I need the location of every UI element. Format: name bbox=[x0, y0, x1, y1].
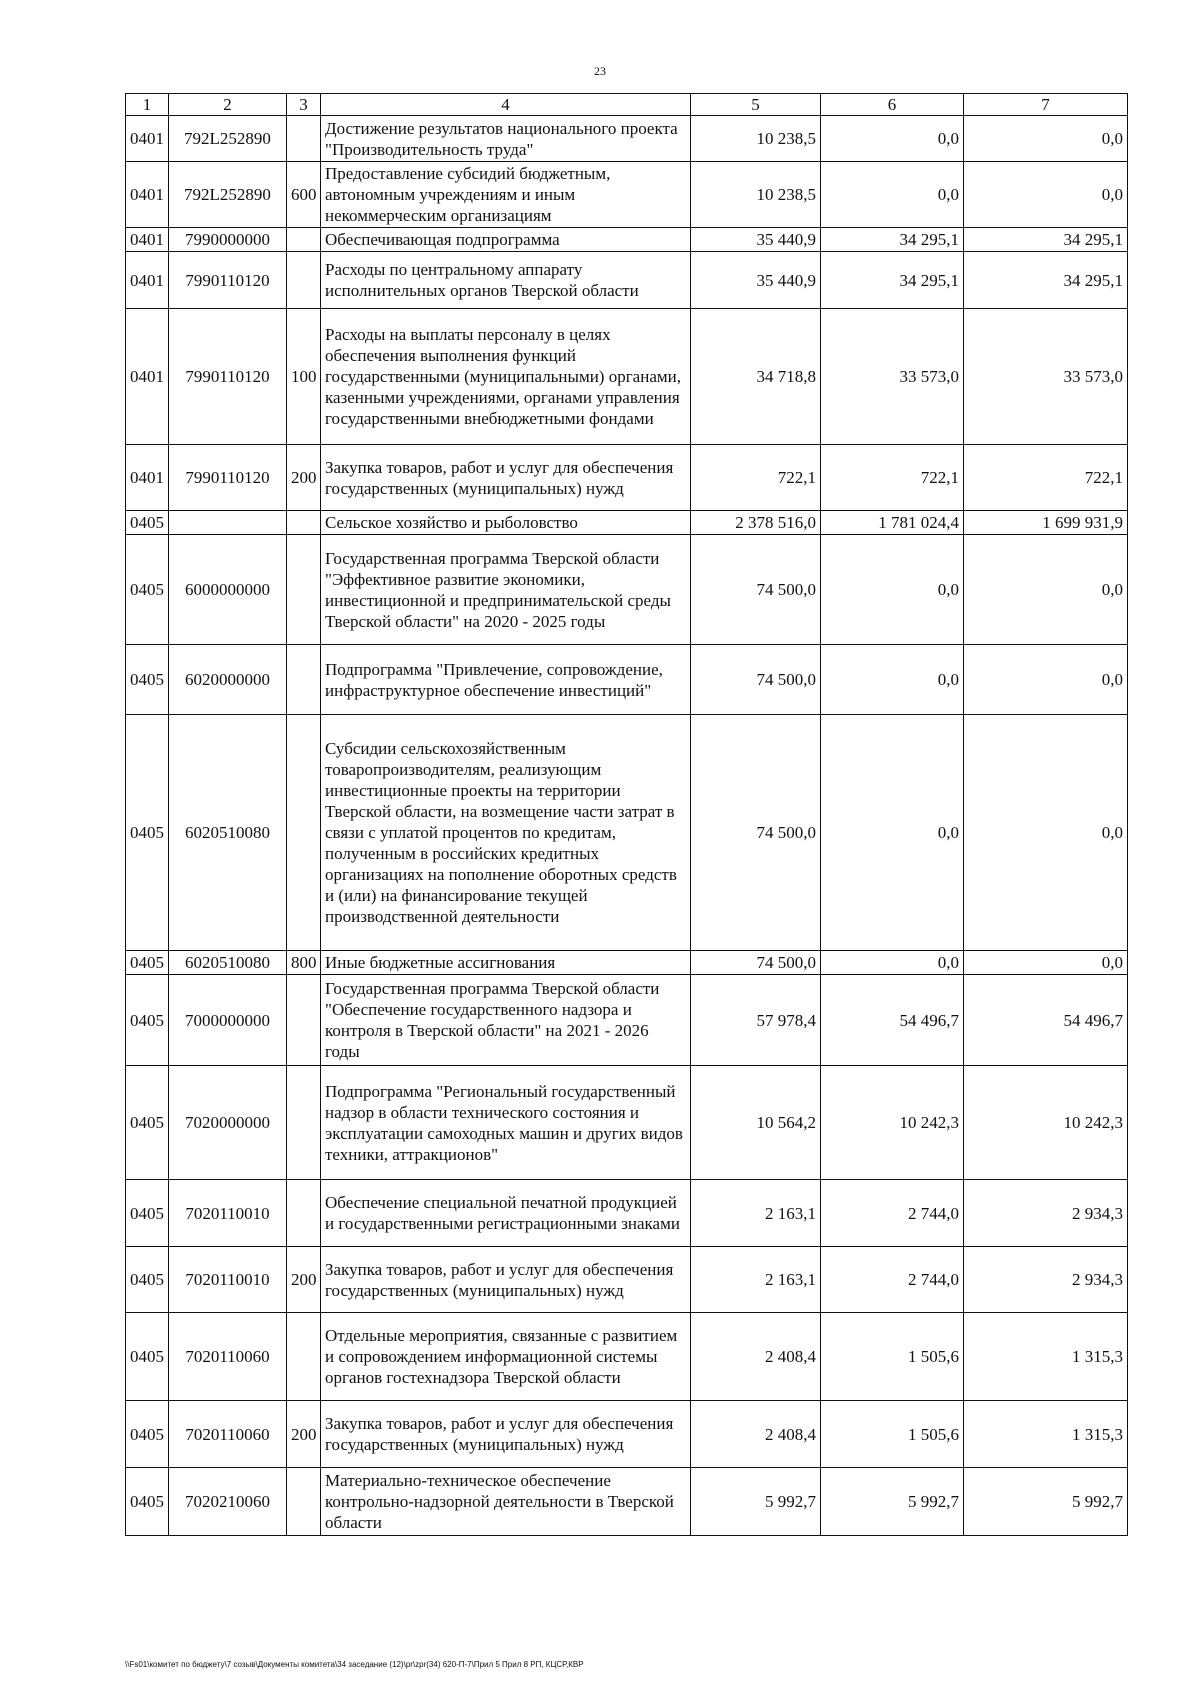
table-body bbox=[126, 116, 1128, 1536]
table-row bbox=[126, 228, 1128, 252]
header-col-5: 5 bbox=[691, 94, 821, 116]
expense-type-cell: 600 bbox=[287, 162, 321, 228]
section-code-cell: 0405 bbox=[126, 1247, 169, 1313]
amount-col5-cell: 57 978,4 bbox=[691, 975, 821, 1066]
expense-type-cell bbox=[287, 975, 321, 1066]
amount-col5-cell: 2 408,4 bbox=[691, 1401, 821, 1468]
target-article-cell bbox=[169, 511, 287, 535]
description-cell: Закупка товаров, работ и услуг для обеспечения государственных (муниципальных) нужд bbox=[321, 1401, 691, 1468]
amount-col7-cell: 2 934,3 bbox=[964, 1180, 1128, 1247]
description-cell: Обеспечивающая подпрограмма bbox=[321, 228, 691, 252]
expense-type-cell bbox=[287, 1066, 321, 1180]
amount-col5-cell: 10 238,5 bbox=[691, 116, 821, 162]
amount-col7-cell: 0,0 bbox=[964, 645, 1128, 715]
amount-col6-cell: 1 505,6 bbox=[821, 1313, 964, 1401]
amount-col5-cell: 35 440,9 bbox=[691, 252, 821, 309]
section-code-cell: 0401 bbox=[126, 445, 169, 511]
description-cell: Предоставление субсидий бюджетным, автономным учреждениям и иным некоммерческим организациям bbox=[321, 162, 691, 228]
table-row bbox=[126, 1247, 1128, 1313]
target-article-cell: 7990110120 bbox=[169, 309, 287, 445]
target-article-cell: 6020510080 bbox=[169, 951, 287, 975]
expense-type-cell bbox=[287, 715, 321, 951]
section-code-cell: 0401 bbox=[126, 162, 169, 228]
amount-col6-cell: 1 781 024,4 bbox=[821, 511, 964, 535]
section-code-cell: 0405 bbox=[126, 1468, 169, 1536]
expense-type-cell bbox=[287, 1180, 321, 1247]
expense-type-cell bbox=[287, 228, 321, 252]
target-article-cell: 6000000000 bbox=[169, 535, 287, 645]
amount-col5-cell: 34 718,8 bbox=[691, 309, 821, 445]
table-row bbox=[126, 1468, 1128, 1536]
description-cell: Обеспечение специальной печатной продукцией и государственными регистрационными знаками bbox=[321, 1180, 691, 1247]
page-number: 23 bbox=[594, 64, 606, 78]
description-cell: Отдельные мероприятия, связанные с развитием и сопровождением информационной системы органов гостехнадзора Тверской области bbox=[321, 1313, 691, 1401]
amount-col5-cell: 35 440,9 bbox=[691, 228, 821, 252]
section-code-cell: 0405 bbox=[126, 645, 169, 715]
amount-col5-cell: 2 408,4 bbox=[691, 1313, 821, 1401]
table-row bbox=[126, 951, 1128, 975]
amount-col5-cell: 2 378 516,0 bbox=[691, 511, 821, 535]
target-article-cell: 792L252890 bbox=[169, 162, 287, 228]
amount-col5-cell: 10 238,5 bbox=[691, 162, 821, 228]
amount-col5-cell: 722,1 bbox=[691, 445, 821, 511]
section-code-cell: 0401 bbox=[126, 252, 169, 309]
amount-col6-cell: 5 992,7 bbox=[821, 1468, 964, 1536]
expense-type-cell: 800 bbox=[287, 951, 321, 975]
target-article-cell: 7990110120 bbox=[169, 445, 287, 511]
table-row bbox=[126, 511, 1128, 535]
amount-col7-cell: 2 934,3 bbox=[964, 1247, 1128, 1313]
amount-col5-cell: 74 500,0 bbox=[691, 535, 821, 645]
file-path-footer: \\Fs01\комитет по бюджету\7 созыв\Документы комитета\34 заседание (12)\pr\zpr(34) 620-П-7\Прил 5 Прил 8 РП, КЦСР,КВР bbox=[125, 1660, 584, 1669]
target-article-cell: 7020110060 bbox=[169, 1313, 287, 1401]
target-article-cell: 7020210060 bbox=[169, 1468, 287, 1536]
target-article-cell: 7020110010 bbox=[169, 1247, 287, 1313]
expense-type-cell: 100 bbox=[287, 309, 321, 445]
section-code-cell: 0405 bbox=[126, 975, 169, 1066]
amount-col7-cell: 1 699 931,9 bbox=[964, 511, 1128, 535]
description-cell: Сельское хозяйство и рыболовство bbox=[321, 511, 691, 535]
amount-col6-cell: 34 295,1 bbox=[821, 228, 964, 252]
amount-col5-cell: 74 500,0 bbox=[691, 951, 821, 975]
amount-col7-cell: 1 315,3 bbox=[964, 1313, 1128, 1401]
target-article-cell: 7990000000 bbox=[169, 228, 287, 252]
section-code-cell: 0405 bbox=[126, 715, 169, 951]
description-cell: Субсидии сельскохозяйственным товаропроизводителям, реализующим инвестиционные проекты на территории Тверской области, на возмещение части затрат в связи с уплатой процентов по кредитам, полученным в российских кредитных организациях на пополнение оборотных средств и (или) на финансирование текущей производственной деятельности bbox=[321, 715, 691, 951]
expense-type-cell bbox=[287, 511, 321, 535]
amount-col7-cell: 34 295,1 bbox=[964, 252, 1128, 309]
header-col-6: 6 bbox=[821, 94, 964, 116]
target-article-cell: 6020510080 bbox=[169, 715, 287, 951]
table-row bbox=[126, 975, 1128, 1066]
amount-col6-cell: 0,0 bbox=[821, 535, 964, 645]
target-article-cell: 7000000000 bbox=[169, 975, 287, 1066]
expense-type-cell bbox=[287, 116, 321, 162]
amount-col7-cell: 0,0 bbox=[964, 715, 1128, 951]
amount-col5-cell: 74 500,0 bbox=[691, 645, 821, 715]
amount-col7-cell: 33 573,0 bbox=[964, 309, 1128, 445]
amount-col6-cell: 0,0 bbox=[821, 951, 964, 975]
amount-col7-cell: 54 496,7 bbox=[964, 975, 1128, 1066]
amount-col7-cell: 34 295,1 bbox=[964, 228, 1128, 252]
amount-col6-cell: 33 573,0 bbox=[821, 309, 964, 445]
amount-col5-cell: 74 500,0 bbox=[691, 715, 821, 951]
description-cell: Подпрограмма "Региональный государственный надзор в области технического состояния и эксплуатации самоходных машин и других видов техники, аттракционов" bbox=[321, 1066, 691, 1180]
amount-col6-cell: 0,0 bbox=[821, 715, 964, 951]
table-row bbox=[126, 1180, 1128, 1247]
section-code-cell: 0405 bbox=[126, 1313, 169, 1401]
amount-col5-cell: 10 564,2 bbox=[691, 1066, 821, 1180]
description-cell: Материально-техническое обеспечение контрольно-надзорной деятельности в Тверской области bbox=[321, 1468, 691, 1536]
table-row bbox=[126, 445, 1128, 511]
table-row bbox=[126, 1313, 1128, 1401]
header-col-3: 3 bbox=[287, 94, 321, 116]
amount-col6-cell: 2 744,0 bbox=[821, 1247, 964, 1313]
amount-col6-cell: 54 496,7 bbox=[821, 975, 964, 1066]
expense-type-cell: 200 bbox=[287, 445, 321, 511]
amount-col7-cell: 0,0 bbox=[964, 162, 1128, 228]
amount-col5-cell: 2 163,1 bbox=[691, 1180, 821, 1247]
description-cell: Государственная программа Тверской области "Эффективное развитие экономики, инвестиционной и предпринимательской среды Тверской области" на 2020 - 2025 годы bbox=[321, 535, 691, 645]
target-article-cell: 7020110010 bbox=[169, 1180, 287, 1247]
amount-col7-cell: 722,1 bbox=[964, 445, 1128, 511]
amount-col6-cell: 722,1 bbox=[821, 445, 964, 511]
section-code-cell: 0405 bbox=[126, 511, 169, 535]
amount-col6-cell: 0,0 bbox=[821, 162, 964, 228]
table-row bbox=[126, 645, 1128, 715]
description-cell: Закупка товаров, работ и услуг для обеспечения государственных (муниципальных) нужд bbox=[321, 1247, 691, 1313]
amount-col7-cell: 10 242,3 bbox=[964, 1066, 1128, 1180]
amount-col6-cell: 2 744,0 bbox=[821, 1180, 964, 1247]
amount-col7-cell: 1 315,3 bbox=[964, 1401, 1128, 1468]
description-cell: Закупка товаров, работ и услуг для обеспечения государственных (муниципальных) нужд bbox=[321, 445, 691, 511]
section-code-cell: 0405 bbox=[126, 951, 169, 975]
table-row bbox=[126, 162, 1128, 228]
amount-col6-cell: 10 242,3 bbox=[821, 1066, 964, 1180]
section-code-cell: 0401 bbox=[126, 309, 169, 445]
table-row bbox=[126, 309, 1128, 445]
table-row bbox=[126, 1066, 1128, 1180]
target-article-cell: 6020000000 bbox=[169, 645, 287, 715]
header-row bbox=[126, 94, 1128, 116]
amount-col6-cell: 0,0 bbox=[821, 645, 964, 715]
header-col-1: 1 bbox=[126, 94, 169, 116]
amount-col7-cell: 0,0 bbox=[964, 951, 1128, 975]
table-row bbox=[126, 252, 1128, 309]
table-row bbox=[126, 715, 1128, 951]
target-article-cell: 7020110060 bbox=[169, 1401, 287, 1468]
amount-col6-cell: 0,0 bbox=[821, 116, 964, 162]
expense-type-cell bbox=[287, 1468, 321, 1536]
header-col-7: 7 bbox=[964, 94, 1128, 116]
amount-col6-cell: 34 295,1 bbox=[821, 252, 964, 309]
table-row bbox=[126, 1401, 1128, 1468]
expense-type-cell: 200 bbox=[287, 1247, 321, 1313]
header-col-2: 2 bbox=[169, 94, 287, 116]
expense-type-cell bbox=[287, 535, 321, 645]
section-code-cell: 0405 bbox=[126, 1401, 169, 1468]
expense-type-cell: 200 bbox=[287, 1401, 321, 1468]
amount-col7-cell: 5 992,7 bbox=[964, 1468, 1128, 1536]
description-cell: Расходы по центральному аппарату исполнительных органов Тверской области bbox=[321, 252, 691, 309]
amount-col5-cell: 5 992,7 bbox=[691, 1468, 821, 1536]
target-article-cell: 792L252890 bbox=[169, 116, 287, 162]
description-cell: Расходы на выплаты персоналу в целях обеспечения выполнения функций государственными (муниципальными) органами, казенными учреждениями, органами управления государственными внебюджетными фондами bbox=[321, 309, 691, 445]
expense-type-cell bbox=[287, 252, 321, 309]
section-code-cell: 0405 bbox=[126, 535, 169, 645]
expense-type-cell bbox=[287, 1313, 321, 1401]
table-row bbox=[126, 535, 1128, 645]
amount-col7-cell: 0,0 bbox=[964, 535, 1128, 645]
section-code-cell: 0401 bbox=[126, 116, 169, 162]
budget-table bbox=[125, 93, 1128, 1536]
amount-col6-cell: 1 505,6 bbox=[821, 1401, 964, 1468]
target-article-cell: 7020000000 bbox=[169, 1066, 287, 1180]
description-cell: Достижение результатов национального проекта "Производительность труда" bbox=[321, 116, 691, 162]
amount-col5-cell: 2 163,1 bbox=[691, 1247, 821, 1313]
section-code-cell: 0401 bbox=[126, 228, 169, 252]
description-cell: Подпрограмма "Привлечение, сопровождение, инфраструктурное обеспечение инвестиций" bbox=[321, 645, 691, 715]
header-col-4: 4 bbox=[321, 94, 691, 116]
table-row bbox=[126, 116, 1128, 162]
target-article-cell: 7990110120 bbox=[169, 252, 287, 309]
description-cell: Иные бюджетные ассигнования bbox=[321, 951, 691, 975]
amount-col7-cell: 0,0 bbox=[964, 116, 1128, 162]
description-cell: Государственная программа Тверской области "Обеспечение государственного надзора и контроля в Тверской области" на 2021 - 2026 годы bbox=[321, 975, 691, 1066]
section-code-cell: 0405 bbox=[126, 1180, 169, 1247]
section-code-cell: 0405 bbox=[126, 1066, 169, 1180]
expense-type-cell bbox=[287, 645, 321, 715]
